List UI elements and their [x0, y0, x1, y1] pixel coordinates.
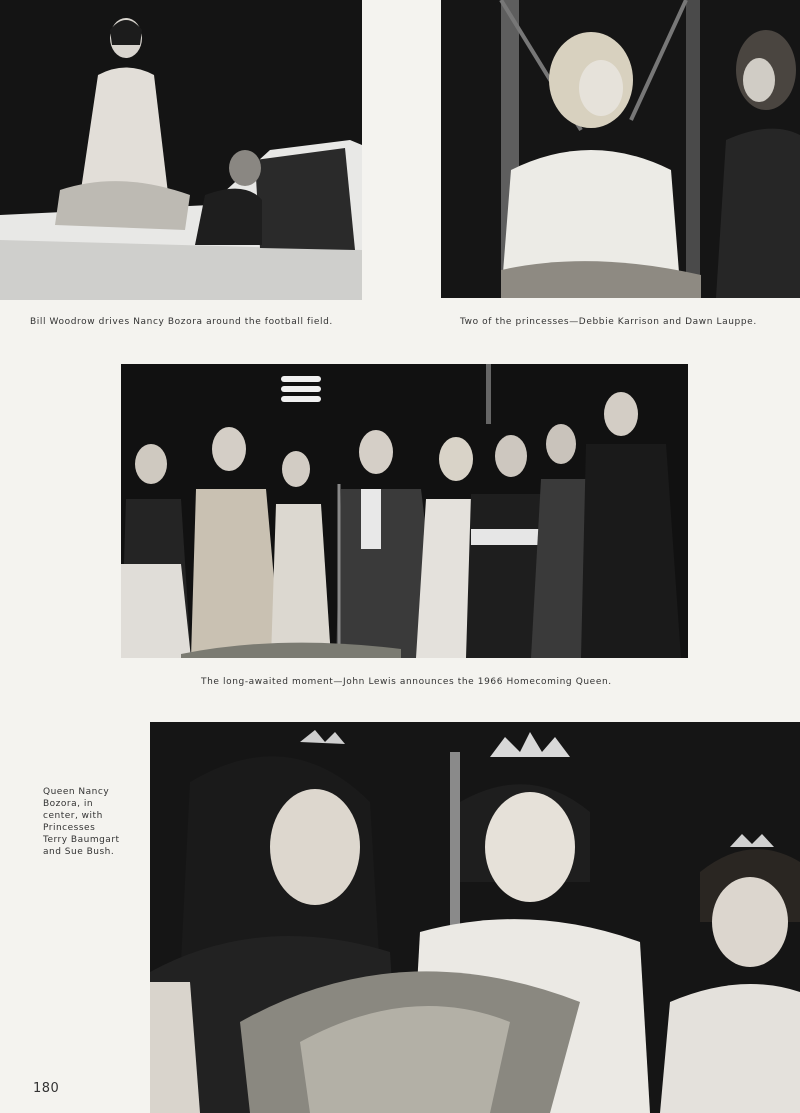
car-photo-caption: Bill Woodrow drives Nancy Bozora around the football field. [30, 317, 333, 327]
caption-line: Terry Baumgart [43, 835, 120, 845]
caption-line: Queen Nancy [43, 787, 110, 797]
queen-photo-caption [43, 786, 153, 858]
caption-line: and Sue Bush. [43, 847, 115, 857]
announcement-photo [121, 364, 688, 658]
announcement-photo-caption: The long-awaited moment—John Lewis announces the 1966 Homecoming Queen. [201, 677, 612, 687]
caption-line: Bozora, in [43, 799, 94, 809]
caption-line: Princesses [43, 823, 96, 833]
princesses-photo [441, 0, 800, 298]
caption-line: center, with [43, 811, 103, 821]
car-photo [0, 0, 362, 300]
page-number: 180 [33, 1081, 60, 1096]
queen-photo [150, 722, 800, 1113]
princesses-photo-caption: Two of the princesses—Debbie Karrison and Dawn Lauppe. [460, 317, 757, 327]
